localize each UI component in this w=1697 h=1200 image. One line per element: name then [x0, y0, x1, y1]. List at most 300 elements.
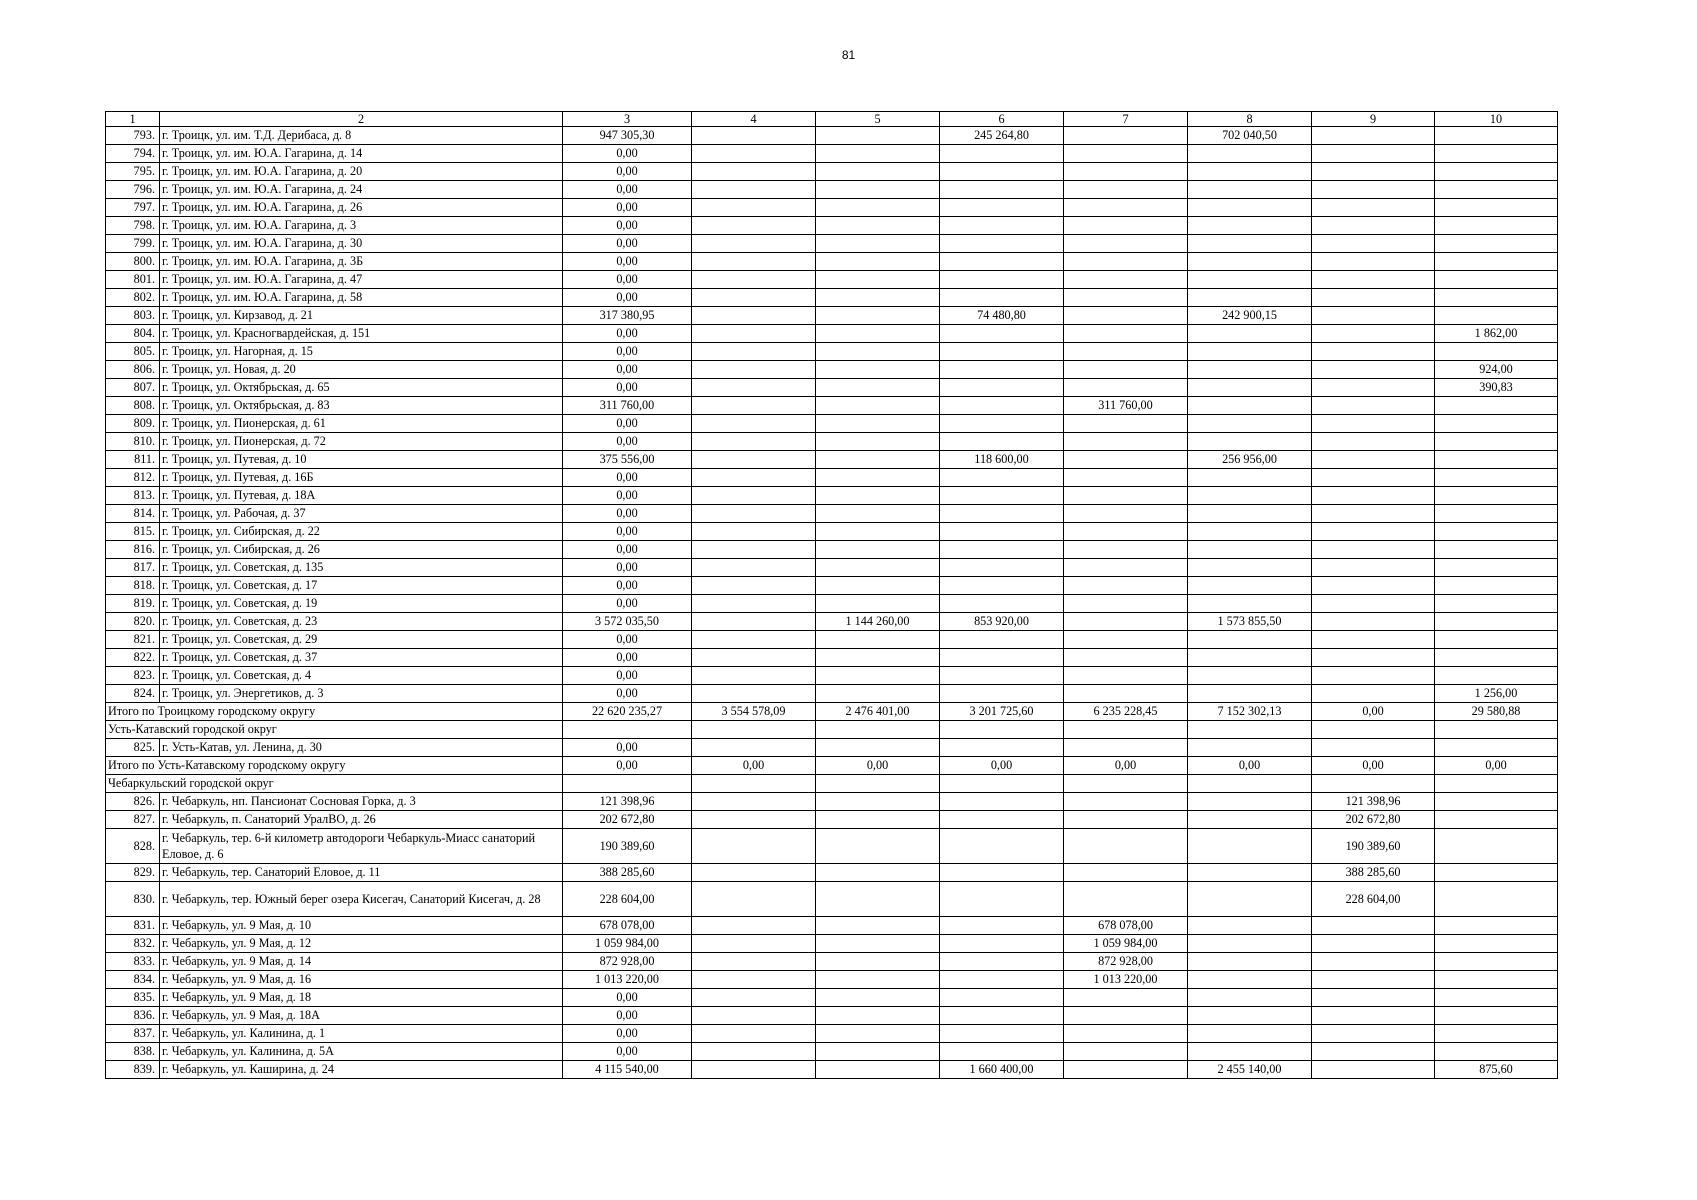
amount-cell-col-6 [940, 631, 1064, 649]
table-row [106, 631, 1558, 649]
amount-cell-col-3: 228 604,00 [563, 882, 692, 917]
amount-cell-col-8 [1188, 1043, 1312, 1061]
table-row [106, 145, 1558, 163]
amount-cell-col-10: 875,60 [1435, 1061, 1558, 1079]
table-row [106, 685, 1558, 703]
amount-cell-col-4 [692, 307, 816, 325]
amount-cell-col-3: 0,00 [563, 253, 692, 271]
amount-cell-col-8 [1188, 829, 1312, 864]
amount-cell-col-10 [1435, 271, 1558, 289]
row-number: 821. [106, 631, 160, 649]
row-number: 834. [106, 971, 160, 989]
amount-cell-col-10 [1435, 217, 1558, 235]
column-header: 5 [816, 112, 940, 127]
amount-cell-col-5 [816, 1061, 940, 1079]
amount-cell-col-10 [1435, 882, 1558, 917]
amount-cell-col-4 [692, 541, 816, 559]
column-header: 6 [940, 112, 1064, 127]
table-row [106, 163, 1558, 181]
amount-cell-col-9 [1312, 433, 1435, 451]
amount-cell-col-10 [1435, 307, 1558, 325]
amount-cell-col-8 [1188, 415, 1312, 433]
amount-cell-col-7 [1064, 667, 1188, 685]
amount-cell-col-7 [1064, 793, 1188, 811]
amount-cell-col-4 [692, 325, 816, 343]
table-row [106, 181, 1558, 199]
amount-cell-col-4 [692, 649, 816, 667]
amount-cell-col-6 [940, 953, 1064, 971]
amount-cell-col-4 [692, 145, 816, 163]
amount-cell-col-3: 0,00 [563, 379, 692, 397]
amount-cell-col-10 [1435, 343, 1558, 361]
amount-cell-col-3: 3 572 035,50 [563, 613, 692, 631]
address-cell: г. Троицк, ул. Советская, д. 4 [160, 667, 563, 685]
address-cell: г. Троицк, ул. Путевая, д. 10 [160, 451, 563, 469]
amount-cell-col-10: 0,00 [1435, 757, 1558, 775]
table-row [106, 487, 1558, 505]
amount-cell-col-7 [1064, 1007, 1188, 1025]
amount-cell-col-5 [816, 559, 940, 577]
empty-cell [1312, 721, 1435, 739]
amount-cell-col-4 [692, 971, 816, 989]
amount-cell-col-8 [1188, 1025, 1312, 1043]
amount-cell-col-7 [1064, 541, 1188, 559]
amount-cell-col-8 [1188, 163, 1312, 181]
amount-cell-col-7 [1064, 613, 1188, 631]
amount-cell-col-9: 0,00 [1312, 757, 1435, 775]
amount-cell-col-9 [1312, 1025, 1435, 1043]
amount-cell-col-4 [692, 559, 816, 577]
amount-cell-col-7 [1064, 343, 1188, 361]
amount-cell-col-9 [1312, 989, 1435, 1007]
amount-cell-col-6 [940, 1043, 1064, 1061]
row-number: 823. [106, 667, 160, 685]
amount-cell-col-3: 4 115 540,00 [563, 1061, 692, 1079]
amount-cell-col-5 [816, 1007, 940, 1025]
amount-cell-col-10 [1435, 649, 1558, 667]
amount-cell-col-8 [1188, 343, 1312, 361]
table-row [106, 577, 1558, 595]
amount-cell-col-5 [816, 487, 940, 505]
amount-cell-col-7 [1064, 811, 1188, 829]
amount-cell-col-5 [816, 199, 940, 217]
address-cell: г. Троицк, ул. им. Т.Д. Дерибаса, д. 8 [160, 127, 563, 145]
table-row [106, 523, 1558, 541]
amount-cell-col-4 [692, 469, 816, 487]
amount-cell-col-9 [1312, 971, 1435, 989]
amount-cell-col-5 [816, 667, 940, 685]
total-label: Итого по Усть-Катавскому городскому округу [106, 757, 563, 775]
amount-cell-col-7 [1064, 864, 1188, 882]
amount-cell-col-6 [940, 559, 1064, 577]
amount-cell-col-7 [1064, 163, 1188, 181]
amount-cell-col-6: 118 600,00 [940, 451, 1064, 469]
amount-cell-col-6 [940, 793, 1064, 811]
amount-cell-col-6 [940, 649, 1064, 667]
amount-cell-col-7 [1064, 199, 1188, 217]
amount-cell-col-8 [1188, 864, 1312, 882]
amount-cell-col-10 [1435, 1043, 1558, 1061]
amount-cell-col-4 [692, 882, 816, 917]
amount-cell-col-7 [1064, 433, 1188, 451]
amount-cell-col-4 [692, 829, 816, 864]
amount-cell-col-5 [816, 343, 940, 361]
amount-cell-col-5 [816, 541, 940, 559]
amount-cell-col-7 [1064, 181, 1188, 199]
empty-cell [816, 775, 940, 793]
amount-cell-col-10 [1435, 864, 1558, 882]
address-cell: г. Усть-Катав, ул. Ленина, д. 30 [160, 739, 563, 757]
table-row [106, 217, 1558, 235]
amount-cell-col-9 [1312, 935, 1435, 953]
amount-cell-col-7 [1064, 1025, 1188, 1043]
amount-cell-col-5 [816, 935, 940, 953]
amount-cell-col-5 [816, 451, 940, 469]
empty-cell [563, 721, 692, 739]
amount-cell-col-4 [692, 577, 816, 595]
amount-cell-col-7 [1064, 361, 1188, 379]
amount-cell-col-10 [1435, 289, 1558, 307]
amount-cell-col-8 [1188, 217, 1312, 235]
address-cell: г. Троицк, ул. Путевая, д. 18А [160, 487, 563, 505]
row-number: 835. [106, 989, 160, 1007]
amount-cell-col-4 [692, 451, 816, 469]
row-number: 825. [106, 739, 160, 757]
address-cell: г. Троицк, ул. Советская, д. 37 [160, 649, 563, 667]
amount-cell-col-6 [940, 487, 1064, 505]
amount-cell-col-7 [1064, 307, 1188, 325]
amount-cell-col-7 [1064, 739, 1188, 757]
table-row [106, 595, 1558, 613]
amount-cell-col-6 [940, 864, 1064, 882]
address-cell: г. Чебаркуль, ул. Калинина, д. 5А [160, 1043, 563, 1061]
address-cell: г. Троицк, ул. Пионерская, д. 72 [160, 433, 563, 451]
amount-cell-col-6 [940, 379, 1064, 397]
amount-cell-col-3: 0,00 [563, 199, 692, 217]
empty-cell [1064, 721, 1188, 739]
row-number: 807. [106, 379, 160, 397]
column-number-header-row [106, 112, 1558, 127]
amount-cell-col-4 [692, 667, 816, 685]
amount-cell-col-5 [816, 811, 940, 829]
row-number: 830. [106, 882, 160, 917]
amount-cell-col-8 [1188, 917, 1312, 935]
row-number: 802. [106, 289, 160, 307]
row-number: 817. [106, 559, 160, 577]
amount-cell-col-8 [1188, 882, 1312, 917]
amount-cell-col-8 [1188, 253, 1312, 271]
amount-cell-col-3: 0,00 [563, 469, 692, 487]
section-header-row [106, 721, 1558, 739]
amount-cell-col-10 [1435, 793, 1558, 811]
amount-cell-col-3: 0,00 [563, 271, 692, 289]
amount-cell-col-8 [1188, 1007, 1312, 1025]
amount-cell-col-8 [1188, 271, 1312, 289]
amount-cell-col-9 [1312, 397, 1435, 415]
amount-cell-col-3: 0,00 [563, 631, 692, 649]
column-header: 3 [563, 112, 692, 127]
amount-cell-col-5 [816, 1025, 940, 1043]
row-number: 805. [106, 343, 160, 361]
amount-cell-col-5 [816, 217, 940, 235]
table-row [106, 325, 1558, 343]
amount-cell-col-3: 872 928,00 [563, 953, 692, 971]
amount-cell-col-8 [1188, 199, 1312, 217]
amount-cell-col-9: 228 604,00 [1312, 882, 1435, 917]
address-cell: г. Чебаркуль, ул. 9 Мая, д. 18А [160, 1007, 563, 1025]
amount-cell-col-9 [1312, 1043, 1435, 1061]
amount-cell-col-7 [1064, 127, 1188, 145]
address-cell: г. Троицк, ул. Кирзавод, д. 21 [160, 307, 563, 325]
amount-cell-col-9 [1312, 199, 1435, 217]
amount-cell-col-4 [692, 289, 816, 307]
address-cell: г. Чебаркуль, п. Санаторий УралВО, д. 26 [160, 811, 563, 829]
empty-cell [563, 775, 692, 793]
amount-cell-col-9: 202 672,80 [1312, 811, 1435, 829]
amount-cell-col-7 [1064, 631, 1188, 649]
amount-cell-col-9 [1312, 451, 1435, 469]
amount-cell-col-6 [940, 541, 1064, 559]
amount-cell-col-9 [1312, 361, 1435, 379]
amount-cell-col-8 [1188, 989, 1312, 1007]
address-cell: г. Чебаркуль, ул. 9 Мая, д. 12 [160, 935, 563, 953]
row-number: 814. [106, 505, 160, 523]
table-row [106, 235, 1558, 253]
amount-cell-col-8 [1188, 235, 1312, 253]
amount-cell-col-4: 3 554 578,09 [692, 703, 816, 721]
amount-cell-col-5 [816, 127, 940, 145]
amount-cell-col-9 [1312, 505, 1435, 523]
row-number: 795. [106, 163, 160, 181]
table-row [106, 451, 1558, 469]
amount-cell-col-9 [1312, 613, 1435, 631]
amount-cell-col-8 [1188, 541, 1312, 559]
amount-cell-col-10 [1435, 1007, 1558, 1025]
amount-cell-col-10: 1 862,00 [1435, 325, 1558, 343]
row-number: 809. [106, 415, 160, 433]
amount-cell-col-9 [1312, 541, 1435, 559]
address-cell: г. Чебаркуль, ул. 9 Мая, д. 16 [160, 971, 563, 989]
amount-cell-col-3: 1 059 984,00 [563, 935, 692, 953]
amount-cell-col-9 [1312, 415, 1435, 433]
amount-cell-col-3: 190 389,60 [563, 829, 692, 864]
address-cell: г. Троицк, ул. Советская, д. 29 [160, 631, 563, 649]
row-number: 819. [106, 595, 160, 613]
register-table [105, 111, 1558, 1079]
amount-cell-col-7 [1064, 577, 1188, 595]
amount-cell-col-5 [816, 882, 940, 917]
amount-cell-col-5 [816, 271, 940, 289]
amount-cell-col-5 [816, 415, 940, 433]
row-number: 813. [106, 487, 160, 505]
amount-cell-col-8 [1188, 577, 1312, 595]
amount-cell-col-9 [1312, 271, 1435, 289]
amount-cell-col-7 [1064, 685, 1188, 703]
amount-cell-col-9 [1312, 739, 1435, 757]
row-number: 818. [106, 577, 160, 595]
amount-cell-col-4 [692, 181, 816, 199]
amount-cell-col-5 [816, 523, 940, 541]
amount-cell-col-9 [1312, 343, 1435, 361]
amount-cell-col-4 [692, 253, 816, 271]
empty-cell [1312, 775, 1435, 793]
row-number: 827. [106, 811, 160, 829]
amount-cell-col-10 [1435, 397, 1558, 415]
row-number: 839. [106, 1061, 160, 1079]
amount-cell-col-3: 0,00 [563, 181, 692, 199]
amount-cell-col-8 [1188, 793, 1312, 811]
amount-cell-col-4 [692, 487, 816, 505]
amount-cell-col-10 [1435, 127, 1558, 145]
row-number: 796. [106, 181, 160, 199]
address-cell: г. Троицк, ул. Октябрьская, д. 83 [160, 397, 563, 415]
amount-cell-col-10 [1435, 181, 1558, 199]
amount-cell-col-7 [1064, 217, 1188, 235]
amount-cell-col-6 [940, 505, 1064, 523]
amount-cell-col-3: 0,00 [563, 739, 692, 757]
amount-cell-col-10 [1435, 971, 1558, 989]
row-number: 810. [106, 433, 160, 451]
amount-cell-col-8 [1188, 971, 1312, 989]
table-row [106, 829, 1558, 864]
table-row [106, 127, 1558, 145]
amount-cell-col-3: 0,00 [563, 577, 692, 595]
amount-cell-col-8 [1188, 667, 1312, 685]
section-title: Усть-Катавский городской округ [106, 721, 563, 739]
table-row [106, 864, 1558, 882]
row-number: 828. [106, 829, 160, 864]
amount-cell-col-5 [816, 361, 940, 379]
amount-cell-col-6 [940, 829, 1064, 864]
amount-cell-col-7 [1064, 882, 1188, 917]
amount-cell-col-5 [816, 253, 940, 271]
amount-cell-col-4 [692, 595, 816, 613]
row-number: 800. [106, 253, 160, 271]
table-row [106, 289, 1558, 307]
table-row [106, 882, 1558, 917]
amount-cell-col-5 [816, 953, 940, 971]
amount-cell-col-10 [1435, 451, 1558, 469]
address-cell: г. Чебаркуль, ул. 9 Мая, д. 18 [160, 989, 563, 1007]
amount-cell-col-4 [692, 613, 816, 631]
amount-cell-col-3: 0,00 [563, 505, 692, 523]
amount-cell-col-5 [816, 595, 940, 613]
table-row [106, 989, 1558, 1007]
amount-cell-col-5 [816, 469, 940, 487]
amount-cell-col-10 [1435, 739, 1558, 757]
amount-cell-col-8 [1188, 953, 1312, 971]
amount-cell-col-4 [692, 935, 816, 953]
amount-cell-col-4: 0,00 [692, 757, 816, 775]
amount-cell-col-8 [1188, 289, 1312, 307]
amount-cell-col-9 [1312, 1061, 1435, 1079]
address-cell: г. Троицк, ул. Путевая, д. 16Б [160, 469, 563, 487]
amount-cell-col-5 [816, 379, 940, 397]
address-cell: г. Троицк, ул. им. Ю.А. Гагарина, д. 20 [160, 163, 563, 181]
total-label: Итого по Троицкому городскому округу [106, 703, 563, 721]
amount-cell-col-6 [940, 325, 1064, 343]
amount-cell-col-10 [1435, 989, 1558, 1007]
amount-cell-col-8 [1188, 379, 1312, 397]
amount-cell-col-10 [1435, 829, 1558, 864]
amount-cell-col-7 [1064, 649, 1188, 667]
amount-cell-col-4 [692, 989, 816, 1007]
empty-cell [1435, 721, 1558, 739]
table-row [106, 433, 1558, 451]
row-number: 829. [106, 864, 160, 882]
amount-cell-col-7 [1064, 415, 1188, 433]
address-cell: г. Чебаркуль, нп. Пансионат Сосновая Горка, д. 3 [160, 793, 563, 811]
amount-cell-col-5 [816, 235, 940, 253]
amount-cell-col-9 [1312, 685, 1435, 703]
amount-cell-col-5: 0,00 [816, 757, 940, 775]
amount-cell-col-5 [816, 433, 940, 451]
amount-cell-col-6 [940, 163, 1064, 181]
amount-cell-col-10 [1435, 505, 1558, 523]
amount-cell-col-8 [1188, 505, 1312, 523]
amount-cell-col-10 [1435, 253, 1558, 271]
amount-cell-col-5 [816, 1043, 940, 1061]
amount-cell-col-6 [940, 145, 1064, 163]
row-number: 798. [106, 217, 160, 235]
amount-cell-col-5 [816, 577, 940, 595]
table-row [106, 613, 1558, 631]
amount-cell-col-4 [692, 415, 816, 433]
amount-cell-col-6 [940, 199, 1064, 217]
amount-cell-col-4 [692, 199, 816, 217]
amount-cell-col-8 [1188, 325, 1312, 343]
amount-cell-col-10: 29 580,88 [1435, 703, 1558, 721]
empty-cell [692, 775, 816, 793]
amount-cell-col-6 [940, 667, 1064, 685]
row-number: 812. [106, 469, 160, 487]
address-cell: г. Троицк, ул. Сибирская, д. 26 [160, 541, 563, 559]
amount-cell-col-10 [1435, 811, 1558, 829]
row-number: 793. [106, 127, 160, 145]
amount-cell-col-10 [1435, 469, 1558, 487]
amount-cell-col-9: 121 398,96 [1312, 793, 1435, 811]
amount-cell-col-9 [1312, 127, 1435, 145]
table-row [106, 343, 1558, 361]
page-number: 81 [841, 48, 856, 62]
amount-cell-col-6: 3 201 725,60 [940, 703, 1064, 721]
amount-cell-col-3: 0,00 [563, 1007, 692, 1025]
amount-cell-col-8 [1188, 181, 1312, 199]
row-number: 801. [106, 271, 160, 289]
amount-cell-col-5 [816, 989, 940, 1007]
row-number: 822. [106, 649, 160, 667]
amount-cell-col-6: 74 480,80 [940, 307, 1064, 325]
amount-cell-col-3: 0,00 [563, 649, 692, 667]
empty-cell [940, 721, 1064, 739]
table-row [106, 541, 1558, 559]
amount-cell-col-9 [1312, 559, 1435, 577]
amount-cell-col-6 [940, 271, 1064, 289]
amount-cell-col-8 [1188, 595, 1312, 613]
address-cell: г. Троицк, ул. Советская, д. 17 [160, 577, 563, 595]
amount-cell-col-6 [940, 1025, 1064, 1043]
table-row [106, 667, 1558, 685]
table-row [106, 971, 1558, 989]
amount-cell-col-9 [1312, 595, 1435, 613]
address-cell: г. Чебаркуль, ул. 9 Мая, д. 10 [160, 917, 563, 935]
amount-cell-col-3: 0,00 [563, 343, 692, 361]
amount-cell-col-10 [1435, 577, 1558, 595]
amount-cell-col-4 [692, 163, 816, 181]
amount-cell-col-3: 121 398,96 [563, 793, 692, 811]
amount-cell-col-3: 0,00 [563, 217, 692, 235]
address-cell: г. Троицк, ул. Советская, д. 19 [160, 595, 563, 613]
